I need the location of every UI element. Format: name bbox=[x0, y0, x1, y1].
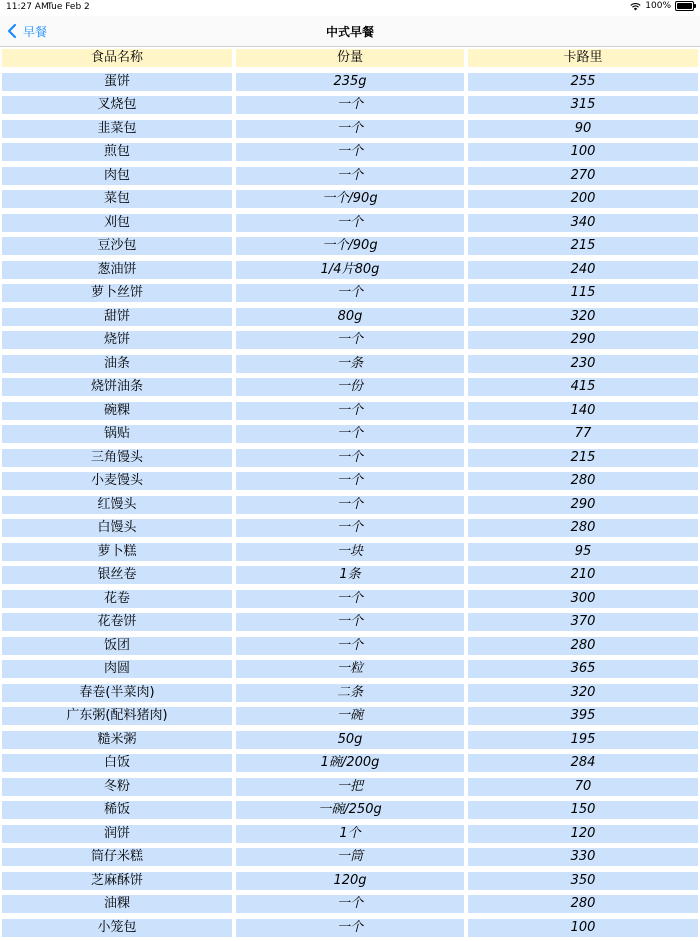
calories-cell: 290 bbox=[468, 331, 698, 349]
food-name-cell: 小麦馒头 bbox=[2, 472, 232, 490]
calories-cell: 100 bbox=[468, 919, 698, 937]
table-row[interactable] bbox=[0, 95, 700, 119]
table-row[interactable] bbox=[0, 72, 700, 96]
table-row[interactable] bbox=[0, 119, 700, 143]
food-name-cell: 肉圆 bbox=[2, 660, 232, 678]
calories-cell: 320 bbox=[468, 308, 698, 326]
portion-cell: 一把 bbox=[236, 778, 464, 796]
food-name-cell: 煎包 bbox=[2, 143, 232, 161]
portion-cell: 一个 bbox=[236, 331, 464, 349]
table-header-row bbox=[0, 48, 700, 72]
calories-cell: 320 bbox=[468, 684, 698, 702]
food-name-cell: 春卷(半菜肉) bbox=[2, 684, 232, 702]
calories-cell: 140 bbox=[468, 402, 698, 420]
calories-cell: 415 bbox=[468, 378, 698, 396]
portion-cell: 一个 bbox=[236, 143, 464, 161]
food-name-cell: 蛋饼 bbox=[2, 73, 232, 91]
food-name-cell: 银丝卷 bbox=[2, 566, 232, 584]
portion-cell: 1条 bbox=[236, 566, 464, 584]
food-name-cell: 锅贴 bbox=[2, 425, 232, 443]
calories-cell: 215 bbox=[468, 237, 698, 255]
portion-cell: 一筒 bbox=[236, 848, 464, 866]
portion-cell: 235g bbox=[236, 73, 464, 91]
calories-cell: 340 bbox=[468, 214, 698, 232]
table-row[interactable] bbox=[0, 471, 700, 495]
table-row[interactable] bbox=[0, 847, 700, 871]
calories-cell: 115 bbox=[468, 284, 698, 302]
portion-cell: 一个 bbox=[236, 519, 464, 537]
food-name-cell: 叉烧包 bbox=[2, 96, 232, 114]
portion-cell: 一粒 bbox=[236, 660, 464, 678]
portion-cell: 一碗/250g bbox=[236, 801, 464, 819]
table-row[interactable] bbox=[0, 918, 700, 941]
portion-cell: 一个 bbox=[236, 590, 464, 608]
table-row[interactable] bbox=[0, 753, 700, 777]
table-row[interactable] bbox=[0, 377, 700, 401]
portion-cell: 一个 bbox=[236, 96, 464, 114]
calories-cell: 90 bbox=[468, 120, 698, 138]
portion-cell: 一个 bbox=[236, 214, 464, 232]
back-button-label: 早餐 bbox=[23, 23, 47, 40]
calories-cell: 280 bbox=[468, 519, 698, 537]
calories-cell: 77 bbox=[468, 425, 698, 443]
portion-cell: 一个 bbox=[236, 284, 464, 302]
table-row[interactable] bbox=[0, 213, 700, 237]
header-portion: 份量 bbox=[236, 49, 464, 67]
portion-cell: 一个 bbox=[236, 402, 464, 420]
status-date: Tue Feb 2 bbox=[47, 2, 90, 12]
header-calories: 卡路里 bbox=[468, 49, 698, 67]
table-row[interactable] bbox=[0, 354, 700, 378]
navigation-bar bbox=[0, 16, 700, 47]
table-row[interactable] bbox=[0, 636, 700, 660]
calories-cell: 395 bbox=[468, 707, 698, 725]
food-name-cell: 韭菜包 bbox=[2, 120, 232, 138]
food-name-cell: 烧饼 bbox=[2, 331, 232, 349]
portion-cell: 一碗 bbox=[236, 707, 464, 725]
calories-cell: 270 bbox=[468, 167, 698, 185]
table-row[interactable] bbox=[0, 800, 700, 824]
food-name-cell: 冬粉 bbox=[2, 778, 232, 796]
table-row[interactable] bbox=[0, 659, 700, 683]
table-row[interactable] bbox=[0, 283, 700, 307]
portion-cell: 二条 bbox=[236, 684, 464, 702]
page-title: 中式早餐 bbox=[0, 23, 700, 40]
food-name-cell: 白饭 bbox=[2, 754, 232, 772]
food-name-cell: 肉包 bbox=[2, 167, 232, 185]
table-row[interactable] bbox=[0, 824, 700, 848]
food-name-cell: 刈包 bbox=[2, 214, 232, 232]
food-name-cell: 豆沙包 bbox=[2, 237, 232, 255]
portion-cell: 一份 bbox=[236, 378, 464, 396]
portion-cell: 一个 bbox=[236, 637, 464, 655]
portion-cell: 120g bbox=[236, 872, 464, 890]
portion-cell: 一个/90g bbox=[236, 237, 464, 255]
header-food-name: 食品名称 bbox=[2, 49, 232, 67]
food-name-cell: 菜包 bbox=[2, 190, 232, 208]
food-name-cell: 萝卜糕 bbox=[2, 543, 232, 561]
portion-cell: 一个/90g bbox=[236, 190, 464, 208]
food-name-cell: 油条 bbox=[2, 355, 232, 373]
calories-cell: 210 bbox=[468, 566, 698, 584]
calorie-table[interactable] bbox=[0, 48, 700, 941]
table-row[interactable] bbox=[0, 495, 700, 519]
calories-cell: 120 bbox=[468, 825, 698, 843]
portion-cell: 一个 bbox=[236, 425, 464, 443]
food-name-cell: 广东粥(配料猪肉) bbox=[2, 707, 232, 725]
calories-cell: 330 bbox=[468, 848, 698, 866]
table-row[interactable] bbox=[0, 612, 700, 636]
food-name-cell: 萝卜丝饼 bbox=[2, 284, 232, 302]
food-name-cell: 三角馒头 bbox=[2, 449, 232, 467]
table-row[interactable] bbox=[0, 683, 700, 707]
calories-cell: 365 bbox=[468, 660, 698, 678]
food-name-cell: 小笼包 bbox=[2, 919, 232, 937]
calories-cell: 150 bbox=[468, 801, 698, 819]
table-row[interactable] bbox=[0, 589, 700, 613]
table-row[interactable] bbox=[0, 730, 700, 754]
portion-cell: 一个 bbox=[236, 919, 464, 937]
battery-icon bbox=[675, 1, 694, 11]
calories-cell: 315 bbox=[468, 96, 698, 114]
calories-cell: 95 bbox=[468, 543, 698, 561]
calories-cell: 284 bbox=[468, 754, 698, 772]
calories-cell: 280 bbox=[468, 895, 698, 913]
table-row[interactable] bbox=[0, 260, 700, 284]
table-row[interactable] bbox=[0, 330, 700, 354]
portion-cell: 一个 bbox=[236, 167, 464, 185]
calories-cell: 350 bbox=[468, 872, 698, 890]
calories-cell: 240 bbox=[468, 261, 698, 279]
portion-cell: 一条 bbox=[236, 355, 464, 373]
food-name-cell: 筒仔米糕 bbox=[2, 848, 232, 866]
table-row[interactable] bbox=[0, 894, 700, 918]
food-name-cell: 红馒头 bbox=[2, 496, 232, 514]
table-row[interactable] bbox=[0, 142, 700, 166]
calories-cell: 255 bbox=[468, 73, 698, 91]
table-row[interactable] bbox=[0, 307, 700, 331]
portion-cell: 一块 bbox=[236, 543, 464, 561]
calories-cell: 370 bbox=[468, 613, 698, 631]
food-name-cell: 甜饼 bbox=[2, 308, 232, 326]
calories-cell: 290 bbox=[468, 496, 698, 514]
portion-cell: 一个 bbox=[236, 449, 464, 467]
food-name-cell: 稀饭 bbox=[2, 801, 232, 819]
table-row[interactable] bbox=[0, 448, 700, 472]
food-name-cell: 油粿 bbox=[2, 895, 232, 913]
battery-percent: 100% bbox=[645, 1, 671, 11]
food-name-cell: 糙米粥 bbox=[2, 731, 232, 749]
calories-cell: 100 bbox=[468, 143, 698, 161]
food-name-cell: 饭团 bbox=[2, 637, 232, 655]
food-name-cell: 花卷 bbox=[2, 590, 232, 608]
food-name-cell: 芝麻酥饼 bbox=[2, 872, 232, 890]
calories-cell: 215 bbox=[468, 449, 698, 467]
table-row[interactable] bbox=[0, 424, 700, 448]
table-row[interactable] bbox=[0, 777, 700, 801]
portion-cell: 一个 bbox=[236, 613, 464, 631]
portion-cell: 80g bbox=[236, 308, 464, 326]
table-row[interactable] bbox=[0, 236, 700, 260]
table-row[interactable] bbox=[0, 401, 700, 425]
calories-cell: 280 bbox=[468, 637, 698, 655]
portion-cell: 一个 bbox=[236, 895, 464, 913]
table-row[interactable] bbox=[0, 166, 700, 190]
food-name-cell: 葱油饼 bbox=[2, 261, 232, 279]
food-name-cell: 白馒头 bbox=[2, 519, 232, 537]
table-row[interactable] bbox=[0, 871, 700, 895]
portion-cell: 一个 bbox=[236, 472, 464, 490]
calories-cell: 195 bbox=[468, 731, 698, 749]
portion-cell: 1个 bbox=[236, 825, 464, 843]
status-right bbox=[630, 1, 694, 11]
portion-cell: 1/4片80g bbox=[236, 261, 464, 279]
calories-cell: 300 bbox=[468, 590, 698, 608]
table-row[interactable] bbox=[0, 542, 700, 566]
status-time: 11:27 AM bbox=[6, 2, 49, 12]
portion-cell: 1碗/200g bbox=[236, 754, 464, 772]
table-row[interactable] bbox=[0, 565, 700, 589]
food-name-cell: 花卷饼 bbox=[2, 613, 232, 631]
calories-cell: 70 bbox=[468, 778, 698, 796]
wifi-icon bbox=[630, 2, 641, 11]
calories-cell: 200 bbox=[468, 190, 698, 208]
portion-cell: 50g bbox=[236, 731, 464, 749]
food-name-cell: 碗粿 bbox=[2, 402, 232, 420]
portion-cell: 一个 bbox=[236, 120, 464, 138]
table-row[interactable] bbox=[0, 189, 700, 213]
food-name-cell: 润饼 bbox=[2, 825, 232, 843]
calories-cell: 230 bbox=[468, 355, 698, 373]
portion-cell: 一个 bbox=[236, 496, 464, 514]
status-bar bbox=[0, 0, 700, 16]
table-row[interactable] bbox=[0, 706, 700, 730]
table-row[interactable] bbox=[0, 518, 700, 542]
food-name-cell: 烧饼油条 bbox=[2, 378, 232, 396]
calories-cell: 280 bbox=[468, 472, 698, 490]
